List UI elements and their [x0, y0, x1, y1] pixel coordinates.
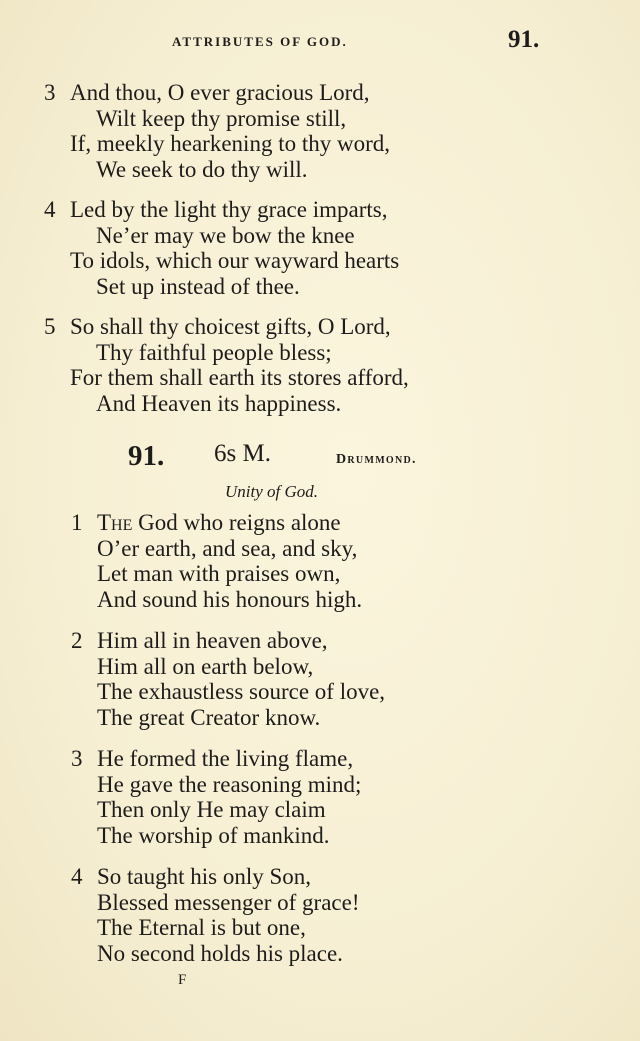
stanza-number: 3 — [71, 746, 83, 771]
first-line-rest: God who reigns alone — [132, 510, 341, 535]
prev-stanza-3 — [44, 80, 390, 182]
signature-mark: F — [178, 972, 187, 988]
verse-line: No second holds his place. — [97, 940, 343, 966]
verse-line: Him all in heaven above, — [97, 628, 328, 653]
verse-line: And Heaven its happiness. — [96, 390, 342, 416]
verse-line: And sound his honours high. — [97, 586, 363, 612]
verse-line: And thou, O ever gracious Lord, — [70, 80, 370, 105]
hymn-number: 91. — [128, 440, 165, 472]
verse-line: For them shall earth its stores afford, — [70, 365, 409, 390]
verse-line: The exhaustless source of love, — [97, 679, 386, 704]
verse-line: So shall thy choicest gifts, O Lord, — [70, 314, 391, 339]
verse-line: To idols, which our wayward hearts — [70, 248, 400, 273]
page-number: 91. — [508, 26, 540, 53]
verse-line: Set up instead of thee. — [96, 273, 300, 299]
verse-line: Him all on earth below, — [97, 653, 314, 679]
stanza-number: 2 — [71, 628, 83, 653]
verse-line: O’er earth, and sea, and sky, — [97, 535, 358, 561]
hymn-subtitle: Unity of God. — [225, 482, 319, 501]
verse-line: He formed the living flame, — [97, 746, 354, 771]
hymn-meter: 6s M. — [214, 440, 271, 467]
verse-line: The great Creator know. — [97, 704, 321, 730]
verse-line: Thy faithful people bless; — [96, 339, 332, 365]
verse-line: He gave the reasoning mind; — [97, 771, 362, 797]
prev-stanza-4 — [44, 197, 400, 299]
verse-line: Then only He may claim — [97, 797, 326, 822]
verse-line: Blessed messenger of grace! — [97, 889, 360, 915]
stanza-number: 4 — [44, 197, 56, 222]
verse-line: If, meekly hearkening to thy word, — [70, 131, 390, 156]
verse-line: Ne’er may we bow the knee — [96, 222, 355, 248]
verse-line: Led by the light thy grace imparts, — [70, 197, 388, 222]
hymn-stanza-4 — [71, 864, 360, 966]
verse-line: The worship of mankind. — [97, 822, 330, 848]
stanza-number: 1 — [71, 510, 83, 535]
verse-line: We seek to do thy will. — [96, 156, 308, 182]
verse-line: Let man with praises own, — [97, 561, 341, 586]
hymn-stanza-2 — [71, 628, 386, 730]
stanza-number: 5 — [44, 314, 56, 339]
verse-line: So taught his only Son, — [97, 864, 312, 889]
hymn-author: Drummond. — [336, 452, 417, 467]
verse-line-first — [97, 510, 362, 536]
stanza-number: 4 — [71, 864, 83, 889]
hymn-stanza-1 — [71, 510, 363, 612]
hymn-stanza-3 — [71, 746, 362, 848]
first-word: The — [97, 510, 133, 535]
prev-stanza-5 — [44, 314, 409, 416]
verse-line: The Eternal is but one, — [97, 915, 306, 940]
running-title: ATTRIBUTES OF GOD. — [172, 34, 348, 49]
stanza-number: 3 — [44, 80, 56, 105]
verse-line: Wilt keep thy promise still, — [96, 105, 347, 131]
